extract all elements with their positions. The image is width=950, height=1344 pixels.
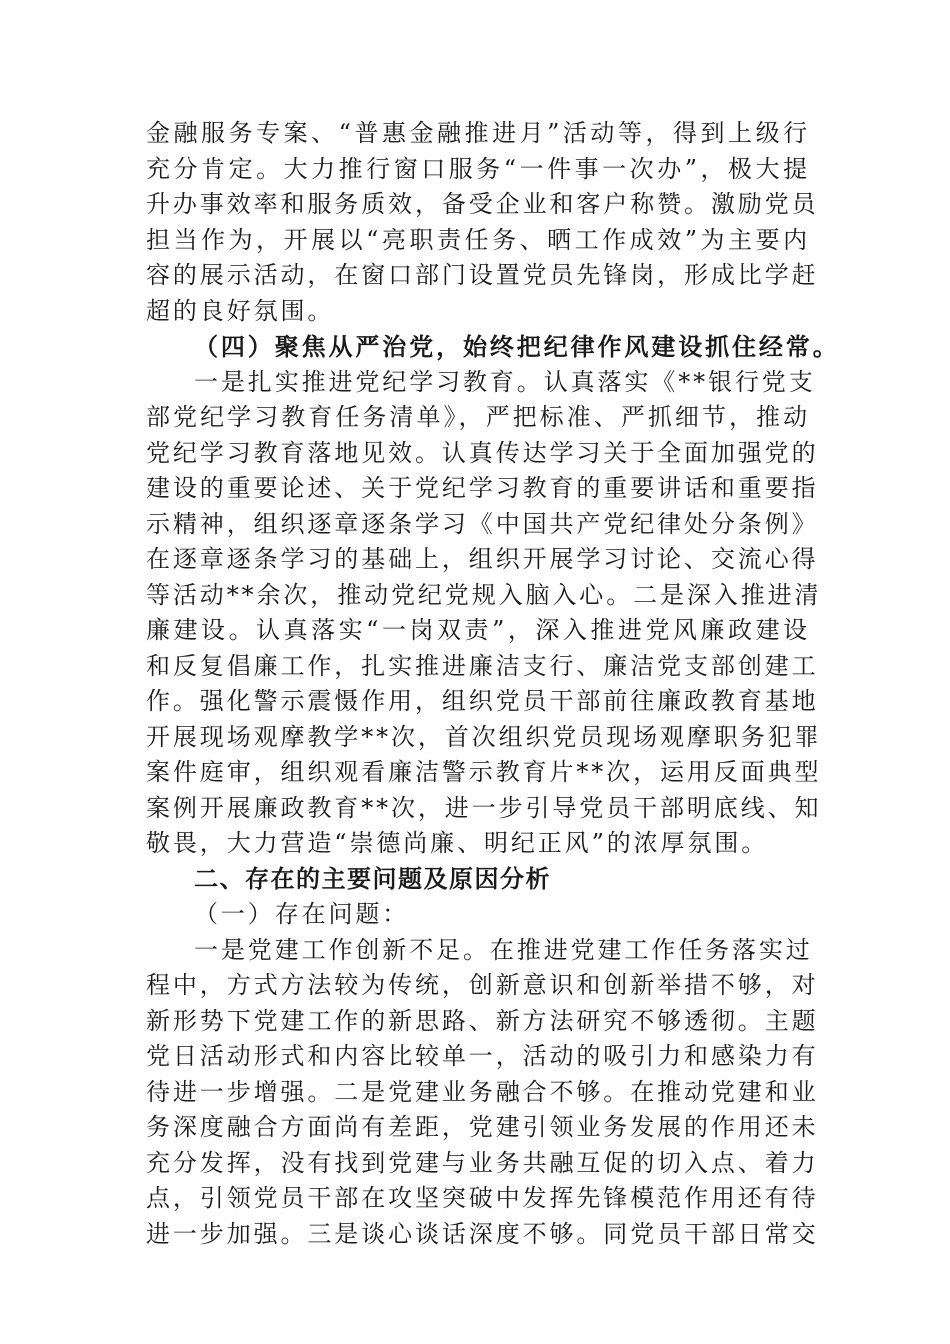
text-line: 在逐章逐条学习的基础上，组织开展学习讨论、交流心得 <box>146 545 819 573</box>
text-line: 担当作为，开展以“亮职责任务、晒工作成效”为主要内 <box>146 225 810 254</box>
text-line: 务深度融合方面尚有差距，党建引领业务发展的作用还未 <box>146 1113 819 1141</box>
text-line: 党纪学习教育落地见效。认真传达学习关于全面加强党的 <box>146 438 819 467</box>
text-line: 待进一步增强。二是党建业务融合不够。在推动党建和业 <box>146 1077 819 1106</box>
subsection-heading: （一）存在问题： <box>194 900 410 928</box>
text-line: 部党纪学习教育任务清单》，严把标准、严抓细节，推动 <box>146 403 810 431</box>
text-line: 案件庭审，组织观看廉洁警示教育片**次，运用反面典型 <box>146 758 822 786</box>
text-line: 作。强化警示震慑作用，组织党员干部前往廉政教育基地 <box>146 687 819 715</box>
text-line: 开展现场观摩教学**次，首次组织党员现场观摩职务犯罪 <box>146 722 822 751</box>
text-line: 充分肯定。大力推行窗口服务“一件事一次办”，极大提 <box>146 154 810 183</box>
paragraph-first-line: 一是党建工作创新不足。在推进党建工作任务落实过 <box>194 935 813 964</box>
text-line: 新形势下党建工作的新思路、新方法研究不够透彻。主题 <box>146 1006 819 1035</box>
text-line: 升办事效率和服务质效，备受企业和客户称赞。激励党员 <box>146 190 819 218</box>
text-line: 建设的重要论述、关于党纪学习教育的重要讲话和重要指 <box>146 474 819 502</box>
text-line: 和反复倡廉工作，扎实推进廉洁支行、廉洁党支部创建工 <box>146 651 819 680</box>
section-subheading: （四）聚焦从严治党，始终把纪律作风建设抓住经常。 <box>194 332 840 361</box>
text-line: 案例开展廉政教育**次，进一步引导党员干部明底线、知 <box>146 793 822 822</box>
text-line: 容的展示活动，在窗口部门设置党员先锋岗，形成比学赶 <box>146 261 819 289</box>
text-line: 示精神，组织逐章逐条学习《中国共产党纪律处分条例》 <box>146 509 819 538</box>
text-line: 程中，方式方法较为传统，创新意识和创新举措不够，对 <box>146 971 819 999</box>
text-line: 进一步加强。三是谈心谈话深度不够。同党员干部日常交 <box>146 1219 819 1248</box>
section-heading: 二、存在的主要问题及原因分析 <box>194 864 551 893</box>
text-line: 等活动**余次，推动党纪党规入脑入心。二是深入推进清 <box>146 580 822 609</box>
text-line: 党日活动形式和内容比较单一，活动的吸引力和感染力有 <box>146 1042 819 1070</box>
paragraph-first-line: 一是扎实推进党纪学习教育。认真落实《**银行党支 <box>194 367 816 396</box>
paragraph-end-line: 超的良好氛围。 <box>146 296 335 325</box>
text-line: 廉建设。认真落实“一岗双责”，深入推进党风廉政建设 <box>146 616 810 644</box>
text-line: 充分发挥，没有找到党建与业务共融互促的切入点、着力 <box>146 1148 819 1177</box>
text-line: 金融服务专案、“普惠金融推进月”活动等，得到上级行 <box>146 119 810 147</box>
paragraph-end-line: 敬畏，大力营造“崇德尚廉、明纪正风”的浓厚氛围。 <box>146 829 769 857</box>
text-line: 点，引领党员干部在攻坚突破中发挥先锋模范作用还有待 <box>146 1184 819 1212</box>
document-body <box>146 116 840 1252</box>
